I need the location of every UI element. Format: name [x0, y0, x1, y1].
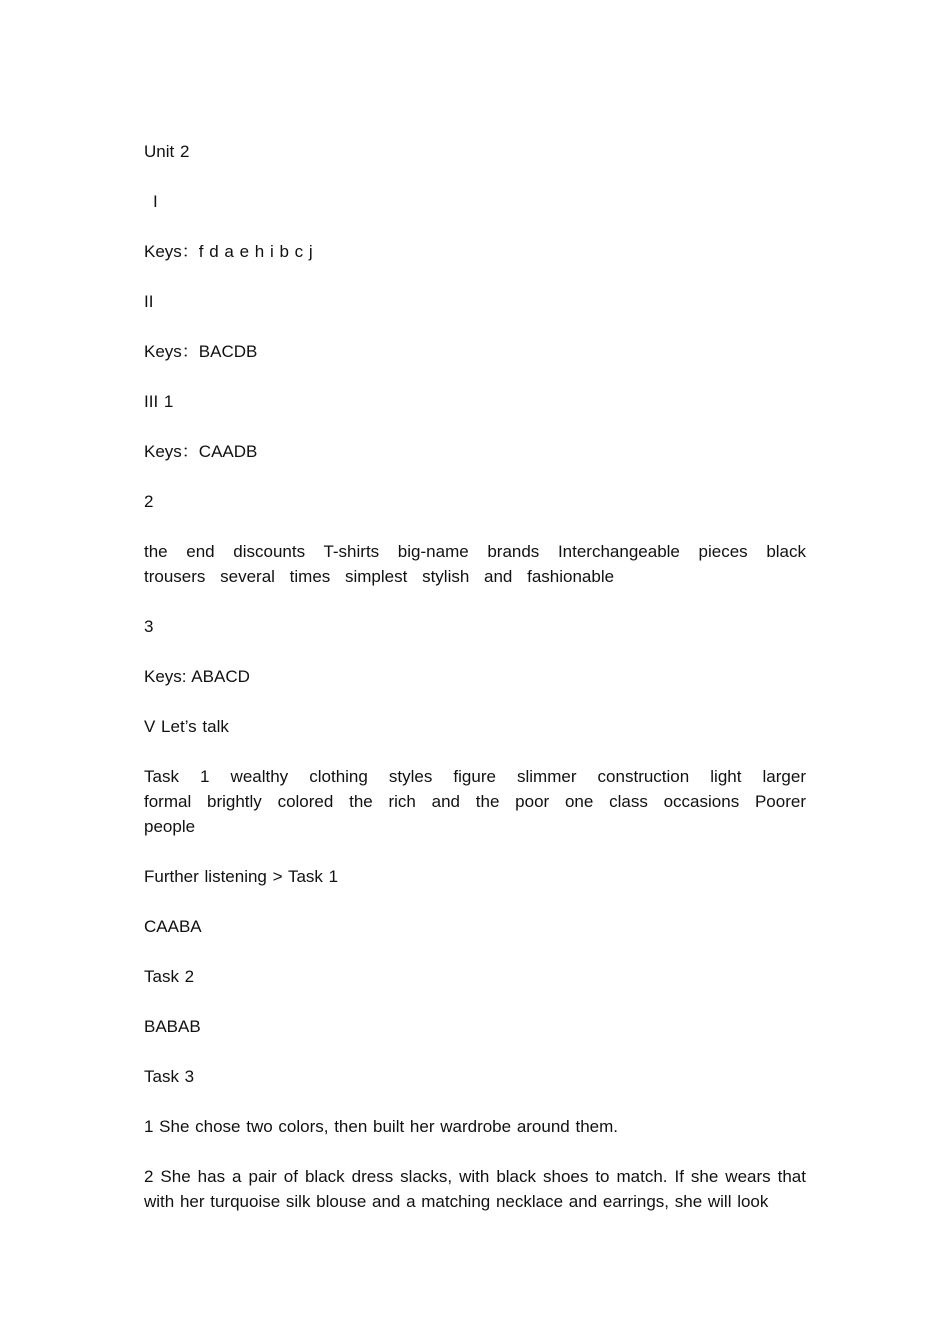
answer-keys-3: Keys: ABACD: [144, 667, 250, 686]
task-3-answer-2: 2 She has a pair of black dress slacks, with black shoes to match. If she wears that with her turquoise silk blouse and a matching necklace and earrings, she will look: [144, 1167, 806, 1211]
further-task-1-keys: CAABA: [144, 917, 202, 936]
further-listening-heading: Further listening > Task 1: [144, 867, 339, 886]
task-3-heading: Task 3: [144, 1067, 195, 1086]
answer-keys-i: Keys：f d a e h i b c j: [144, 242, 313, 261]
answer-keys-ii: Keys：BACDB: [144, 342, 258, 361]
task-2-heading: Task 2: [144, 967, 195, 986]
section-heading-i: I: [153, 192, 158, 211]
unit-heading: Unit 2: [144, 142, 190, 161]
document-body: [144, 139, 806, 1239]
subsection-heading-2: 2: [144, 492, 154, 511]
section-heading-ii: II: [144, 292, 154, 311]
section-heading-iii-1: III 1: [144, 392, 174, 411]
task-2-keys: BABAB: [144, 1017, 201, 1036]
answer-keys-iii-1: Keys：CAADB: [144, 442, 258, 461]
task-1-words: Task 1 wealthy clothing styles figure slimmer construction light larger formal brightly colored the rich and the poor one class occasions Poorer people: [144, 767, 806, 836]
answer-words-2: the end discounts T-shirts big-name brands Interchangeable pieces black trousers several times simplest stylish and fashionable: [144, 542, 806, 586]
task-3-answer-1: 1 She chose two colors, then built her wardrobe around them.: [144, 1117, 618, 1136]
subsection-heading-3: 3: [144, 617, 154, 636]
section-heading-v: V Let’s talk: [144, 717, 229, 736]
